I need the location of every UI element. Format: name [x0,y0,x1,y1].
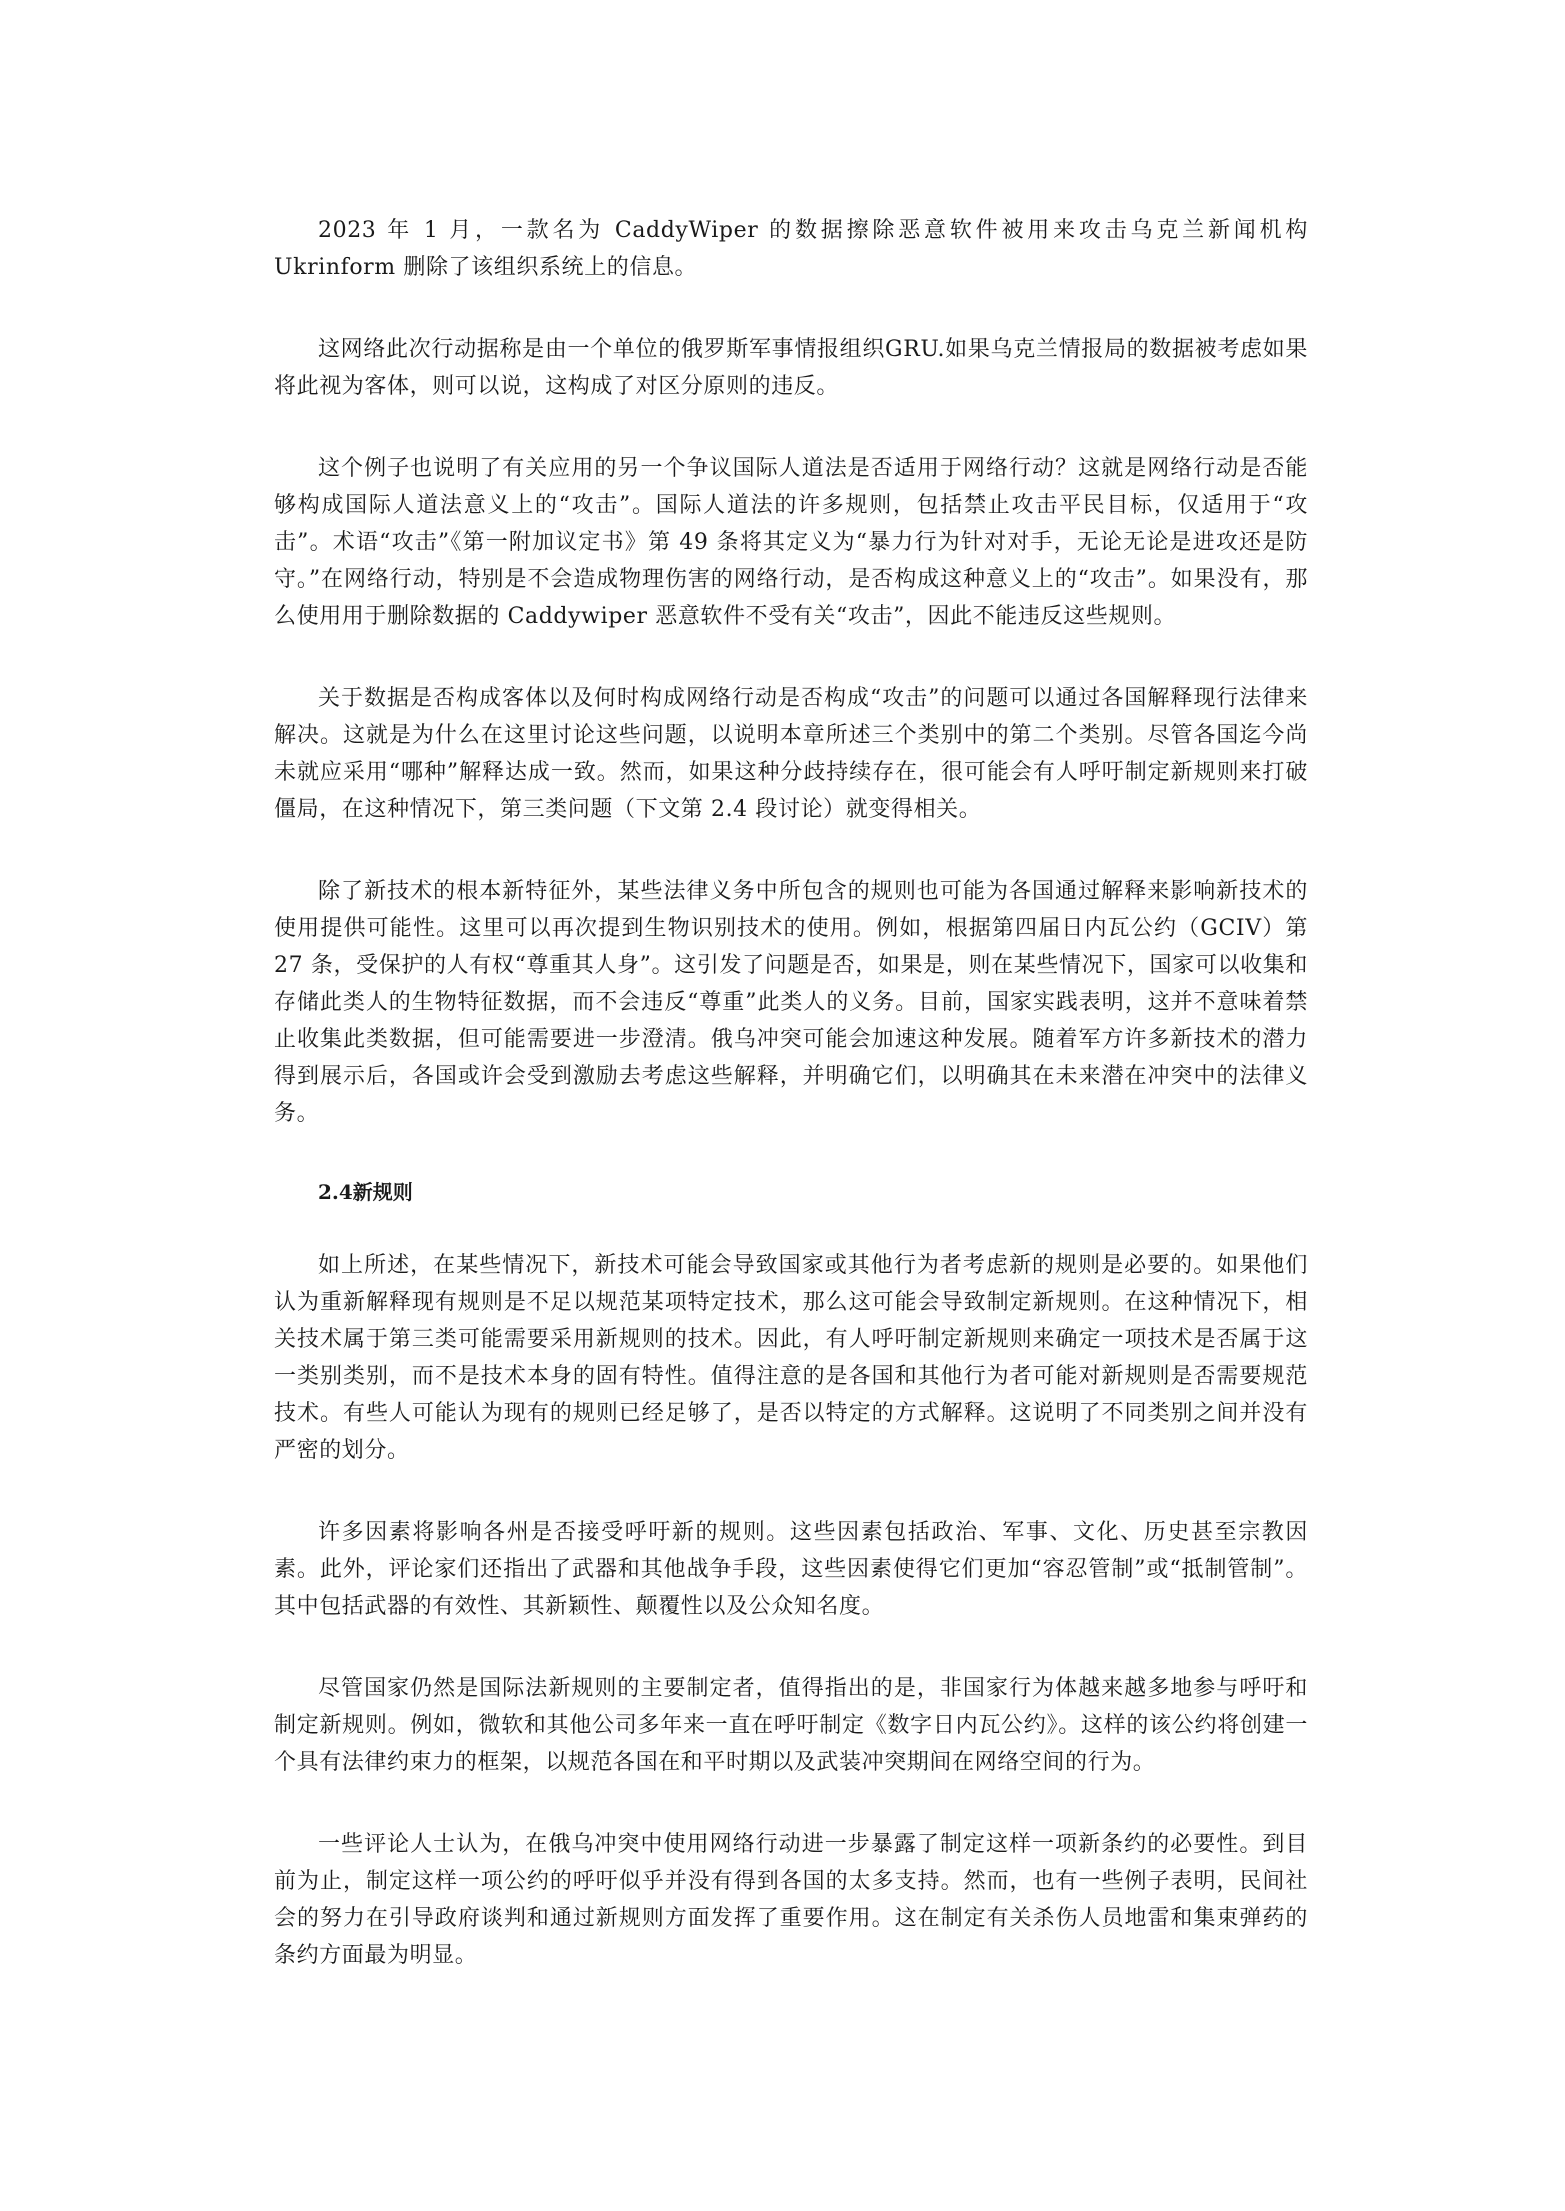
paragraph-biometrics: 除了新技术的根本新特征外，某些法律义务中所包含的规则也可能为各国通过解释来影响新技术的使用提供可能性。这里可以再次提到生物识别技术的使用。例如，根据第四届日内瓦公约（GCIV）第 27 条，受保护的人有权“尊重其人身”。这引发了问题是否，如果是，则在某些情况下，国家可以收集和存储此类人的生物特征数据，而不会违反“尊重”此类人的义务。目前，国家实践表明，这并不意味着禁止收集此类数据，但可能需要进一步澄清。俄乌冲突可能会加速这种发展。随着军方许多新技术的潜力得到展示后，各国或许会受到激励去考虑这些解释，并明确它们，以明确其在未来潜在冲突中的法律义务。 [274,879,1308,1126]
paragraph-attack-definition: 这个例子也说明了有关应用的另一个争议国际人道法是否适用于网络行动？这就是网络行动是否能够构成国际人道法意义上的“攻击”。国际人道法的许多规则，包括禁止攻击平民目标，仅适用于“攻击”。术语“攻击”《第一附加议定书》第 49 条将其定义为“暴力行为针对对手，无论无论是进攻还是防守。”在网络行动，特别是不会造成物理伤害的网络行动，是否构成这种意义上的“攻击”。如果没有，那么使用用于删除数据的 Caddywiper 恶意软件不受有关“攻击”，因此不能违反这些规则。 [274,456,1308,629]
paragraph-gru-attribution: 这网络此次行动据称是由一个单位的俄罗斯军事情报组织GRU.如果乌克兰情报局的数据被考虑如果将此视为客体，则可以说，这构成了对区分原则的违反。 [274,337,1308,399]
paragraph-non-state-actors: 尽管国家仍然是国际法新规则的主要制定者，值得指出的是，非国家行为体越来越多地参与呼吁和制定新规则。例如，微软和其他公司多年来一直在呼吁制定《数字日内瓦公约》。这样的该公约将创建一个具有法律约束力的框架，以规范各国在和平时期以及武装冲突期间在网络空间的行为。 [274,1676,1308,1775]
paragraph-factors: 许多因素将影响各州是否接受呼吁新的规则。这些因素包括政治、军事、文化、历史甚至宗教因素。此外，评论家们还指出了武器和其他战争手段，这些因素使得它们更加“容忍管制”或“抵制管制”。其中包括武器的有效性、其新颖性、颠覆性以及公众知名度。 [274,1520,1308,1619]
document-page [274,212,1308,2019]
paragraph-interpretation: 关于数据是否构成客体以及何时构成网络行动是否构成“攻击”的问题可以通过各国解释现行法律来解决。这就是为什么在这里讨论这些问题，以说明本章所述三个类别中的第二个类别。尽管各国迄今尚未就应采用“哪种”解释达成一致。然而，如果这种分歧持续存在，很可能会有人呼吁制定新规则来打破僵局，在这种情况下，第三类问题（下文第 2.4 段讨论）就变得相关。 [274,686,1308,822]
paragraph-caddywiper-attack: 2023 年 1 月，一款名为 CaddyWiper 的数据擦除恶意软件被用来攻击乌克兰新闻机构 Ukrinform 删除了该组织系统上的信息。 [274,218,1308,280]
paragraph-treaty-support: 一些评论人士认为，在俄乌冲突中使用网络行动进一步暴露了制定这样一项新条约的必要性。到目前为止，制定这样一项公约的呼吁似乎并没有得到各国的太多支持。然而，也有一些例子表明，民间社会的努力在引导政府谈判和通过新规则方面发挥了重要作用。这在制定有关杀伤人员地雷和集束弹药的条约方面最为明显。 [274,1832,1308,1968]
section-heading: 2.4新规则 [318,1180,413,1204]
paragraph-new-rules: 如上所述，在某些情况下，新技术可能会导致国家或其他行为者考虑新的规则是必要的。如果他们认为重新解释现有规则是不足以规范某项特定技术，那么这可能会导致制定新规则。在这种情况下，相关技术属于第三类可能需要采用新规则的技术。因此，有人呼吁制定新规则来确定一项技术是否属于这一类别类别，而不是技术本身的固有特性。值得注意的是各国和其他行为者可能对新规则是否需要规范技术。有些人可能认为现有的规则已经足够了，是否以特定的方式解释。这说明了不同类别之间并没有严密的划分。 [274,1253,1308,1463]
